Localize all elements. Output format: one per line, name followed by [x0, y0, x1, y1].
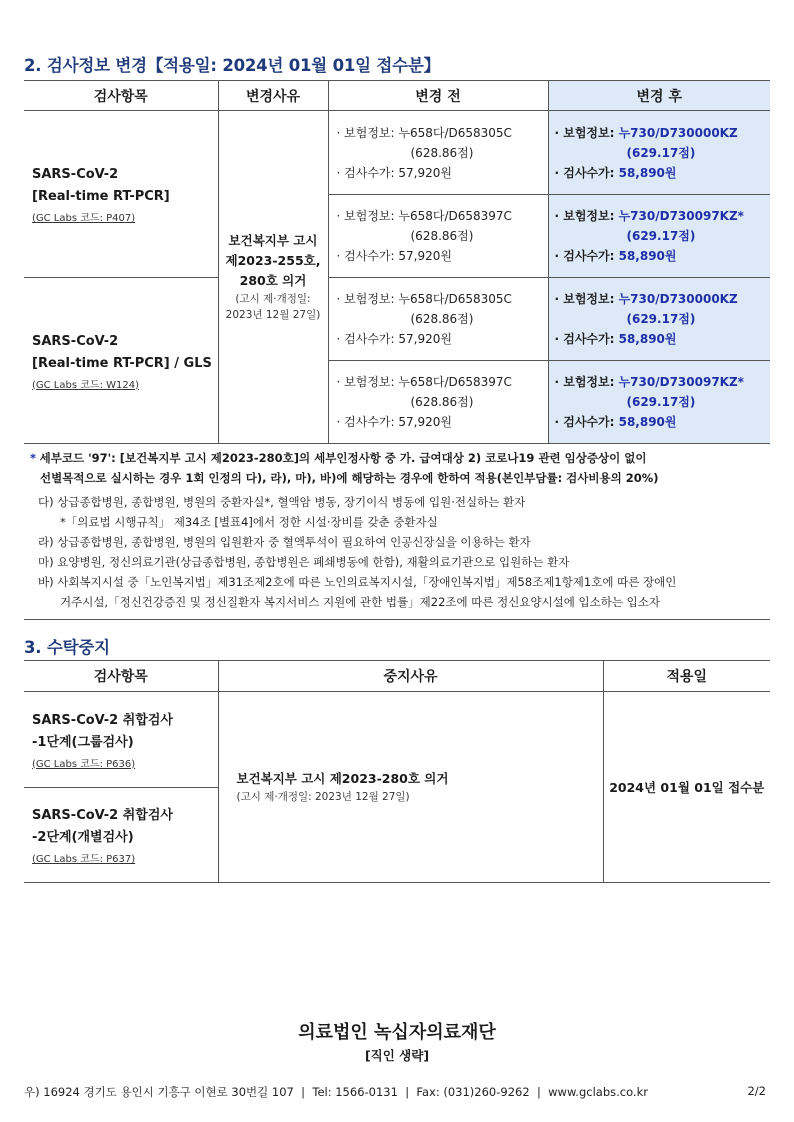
after-insurance	[555, 289, 771, 309]
page-footer	[24, 1084, 770, 1100]
reason-cell	[218, 111, 328, 444]
before-cell	[328, 111, 548, 195]
after-fee-label: · 검사수가:	[554, 415, 619, 429]
test-item-name: SARS-CoV-2 취합검사	[32, 808, 173, 823]
after-fee	[555, 412, 771, 432]
after-fee-value: 58,890원	[618, 165, 677, 180]
after-fee-label: · 검사수가:	[554, 249, 619, 263]
reason-line: 제2023-255호,	[225, 253, 321, 268]
after-insurance-label: · 보험정보:	[554, 292, 619, 306]
after-fee	[555, 246, 771, 266]
test-item-code: (GC Labs 코드: W124)	[32, 379, 139, 391]
section-3-title: 3. 수탁중지	[24, 638, 110, 657]
footer-contact: 우) 16924 경기도 용인시 기흥구 이현로 30번길 107 | Tel: 1566-0131 | Fax: (031)260-9262 | www.gclabs.co.kr	[24, 1085, 648, 1099]
header-before: 변경 전	[328, 81, 548, 111]
test-item-cell	[24, 278, 218, 444]
test-item-method: [Real-time RT-PCR] / GLS	[32, 355, 212, 371]
header-effective-date: 적용일	[603, 661, 770, 692]
footnote-text: 선별목적으로 실시하는 경우 1회 인정의 다), 라), 마), 바)에 해당하는 경우에 한하여 적용(본인부담률: 검사비용의 20%)	[40, 471, 659, 485]
before-points: (628.86점)	[410, 229, 474, 243]
after-fee	[555, 329, 771, 349]
test-item-cell	[24, 111, 218, 278]
after-insurance	[555, 123, 771, 143]
test-item-name: SARS-CoV-2 취합검사	[32, 712, 173, 728]
criteria-item: 마) 요양병원, 정신의료기관(상급종합병원, 종합병원은 폐쇄병동에 한함), 재활의료기관으로 입원하는 환자	[38, 555, 570, 569]
after-cell	[548, 278, 770, 361]
after-insurance-value: 누730/D730097KZ*	[618, 209, 744, 223]
footnote	[30, 448, 770, 488]
after-insurance-value: 누730/D730000KZ	[618, 125, 738, 140]
criteria-item: 라) 상급종합병원, 종합병원, 병원의 입원환자 중 혈액투석이 필요하여 인공신장실을 이용하는 환자	[38, 535, 531, 549]
after-cell	[548, 195, 770, 278]
after-points: (629.17점)	[626, 229, 696, 243]
criteria-subnote: *「의료법 시행규칙」 제34조 [별표4]에서 정한 시설·장비를 갖춘 중환자실	[60, 515, 438, 529]
test-item-name: SARS-CoV-2	[32, 333, 119, 349]
header-test-item: 검사항목	[24, 81, 218, 111]
effective-date: 2024년 01월 01일 접수분	[603, 692, 770, 883]
after-insurance-value: 누730/D730000KZ	[618, 292, 738, 306]
before-fee: · 검사수가: 57,920원	[336, 332, 452, 346]
before-points: (628.86점)	[410, 395, 474, 409]
before-insurance: · 보험정보: 누658다/D658305C	[336, 292, 512, 306]
suspension-table	[24, 660, 770, 883]
section-divider	[24, 619, 770, 620]
criteria-item: 바) 사회복지시설 중「노인복지법」제31조제2호에 따른 노인의료복지시설,「장애인복지법」제58조제1항제1호에 따른 장애인	[38, 575, 677, 589]
test-item-stage: -1단계(그룹검사)	[32, 734, 134, 750]
after-insurance	[555, 372, 771, 392]
after-points: (629.17점)	[626, 145, 696, 160]
before-cell	[328, 278, 548, 361]
change-table	[24, 80, 770, 444]
before-fee: · 검사수가: 57,920원	[336, 165, 452, 180]
test-item-code: (GC Labs 코드: P407)	[32, 213, 136, 224]
test-item-cell	[24, 692, 218, 788]
after-insurance-value: 누730/D730097KZ*	[618, 375, 744, 389]
organization-name: 의료법인 녹십자의료재단	[298, 1022, 496, 1043]
footnote-text: 세부코드 '97': [보건복지부 고시 제2023-280호]의 세부인정사항 중 가. 급여대상 2) 코로나19 관련 임상증상이 없이	[39, 451, 647, 465]
before-insurance: · 보험정보: 누658다/D658397C	[336, 375, 512, 389]
criteria-item-continued: 거주시설,「정신건강증진 및 정신질환자 복지서비스 지원에 관한 법률」제22조에 따른 정신요양시설에 입소하는 입소자	[60, 595, 660, 609]
reason-note: (고시 제·개정일:	[235, 293, 311, 305]
after-fee-label: · 검사수가:	[554, 332, 619, 346]
after-fee	[555, 163, 771, 183]
after-fee-value: 58,890원	[618, 249, 677, 263]
after-points: (629.17점)	[626, 395, 696, 409]
before-cell	[328, 361, 548, 444]
test-item-cell	[24, 788, 218, 883]
test-item-stage: -2단계(개별검사)	[32, 830, 134, 845]
after-fee-value: 58,890원	[618, 415, 677, 429]
after-points: (629.17점)	[626, 312, 696, 326]
criteria-list	[38, 492, 768, 612]
page-number: 2/2	[747, 1084, 766, 1098]
footnote-line	[30, 448, 770, 468]
after-cell	[548, 111, 770, 195]
after-insurance-label: · 보험정보:	[554, 125, 619, 140]
header-reason: 변경사유	[218, 81, 328, 111]
after-fee-value: 58,890원	[618, 332, 677, 346]
after-fee-label: · 검사수가:	[554, 165, 619, 180]
before-points: (628.86점)	[410, 145, 474, 160]
suspension-reason-cell	[218, 692, 603, 883]
reason-note: 2023년 12월 27일)	[225, 309, 321, 321]
before-cell	[328, 195, 548, 278]
after-insurance	[555, 206, 771, 226]
before-insurance: · 보험정보: 누658다/D658397C	[336, 209, 512, 223]
after-cell	[548, 361, 770, 444]
test-item-code: (GC Labs 코드: P637)	[32, 854, 136, 865]
section-2-title: 2. 검사정보 변경【적용일: 2024년 01월 01일 접수분】	[24, 56, 440, 75]
after-insurance-label: · 보험정보:	[554, 375, 619, 389]
header-test-item: 검사항목	[24, 661, 218, 692]
before-fee: · 검사수가: 57,920원	[336, 415, 452, 429]
before-points: (628.86점)	[410, 312, 474, 326]
header-after: 변경 후	[548, 81, 770, 111]
test-item-code: (GC Labs 코드: P636)	[32, 758, 136, 770]
before-fee: · 검사수가: 57,920원	[336, 249, 452, 263]
before-insurance: · 보험정보: 누658다/D658305C	[336, 125, 512, 140]
criteria-item: 다) 상급종합병원, 종합병원, 병원의 중환자실*, 혈액암 병동, 장기이식 병동에 입원·전실하는 환자	[38, 495, 526, 509]
suspension-reason: 보건복지부 고시 제2023-280호 의거	[236, 771, 449, 786]
seal-omitted-note: [직인 생략]	[364, 1048, 430, 1063]
after-insurance-label: · 보험정보:	[554, 209, 619, 223]
footnote-star: *	[30, 451, 37, 465]
reason-line: 보건복지부 고시	[228, 233, 318, 248]
header-suspension-reason: 중지사유	[218, 661, 603, 692]
suspension-reason-note: (고시 제·개정일: 2023년 12월 27일)	[236, 791, 410, 803]
test-item-method: [Real-time RT-PCR]	[32, 189, 170, 204]
reason-line: 280호 의거	[239, 273, 307, 288]
test-item-name: SARS-CoV-2	[32, 167, 119, 182]
